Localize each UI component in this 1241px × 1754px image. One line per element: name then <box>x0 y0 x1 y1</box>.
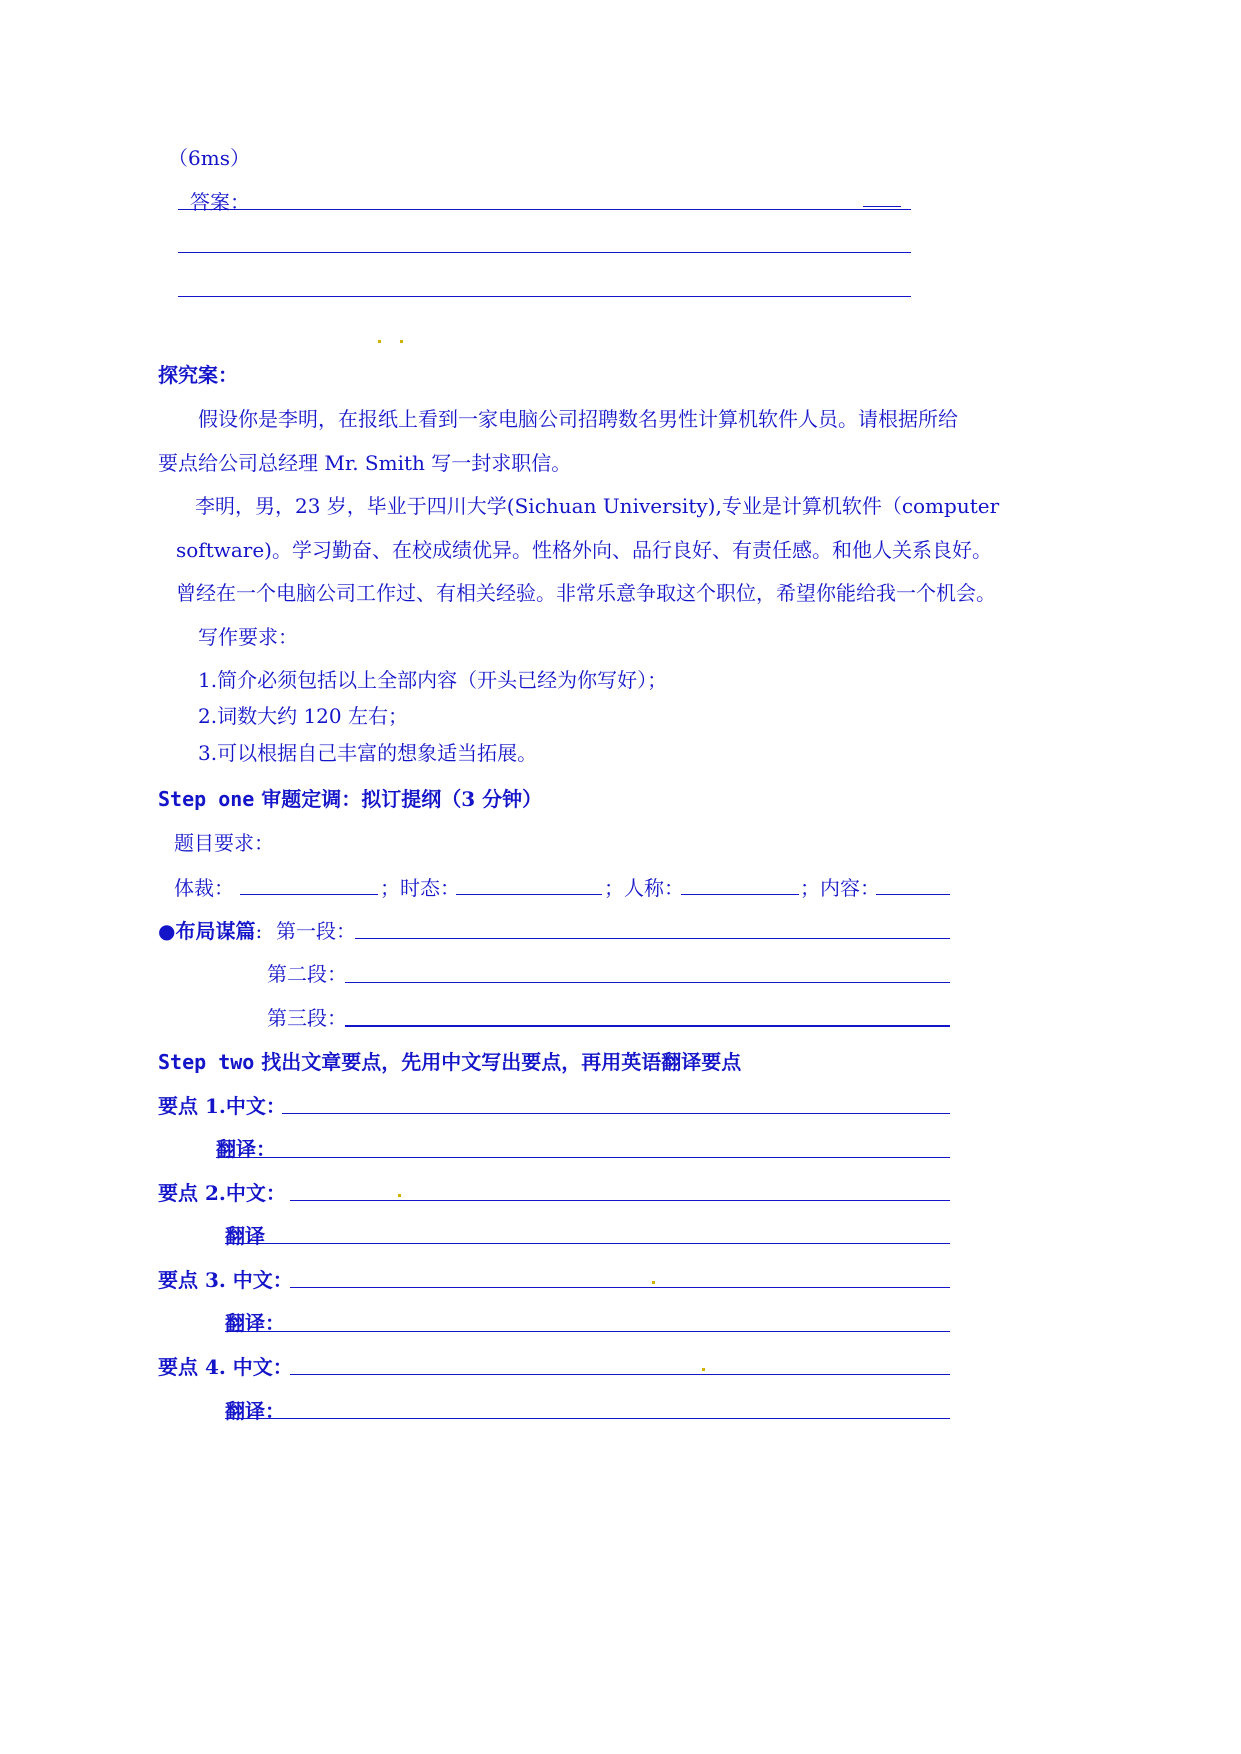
answer-line-2[interactable] <box>178 252 911 253</box>
answer-line-1[interactable] <box>178 209 911 210</box>
info-line: 李明，男，23 岁，毕业于四川大学(Sichuan University),专业是计算机软件（computer <box>195 494 1000 518</box>
para3-label: 第三段： <box>267 1006 347 1030</box>
explore-heading: 探究案： <box>158 363 238 387</box>
time-note: （6ms） <box>168 146 250 170</box>
stray-dot <box>702 1368 705 1371</box>
translation-1-label: 翻译： <box>216 1137 276 1161</box>
stray-dot <box>398 1194 401 1197</box>
genre-field[interactable] <box>240 894 378 895</box>
point-2-field[interactable] <box>290 1200 950 1201</box>
para1-field[interactable] <box>355 938 950 939</box>
translation-2-field[interactable] <box>225 1243 950 1244</box>
info-line: 曾经在一个电脑公司工作过、有相关经验。非常乐意争取这个职位，希望你能给我一个机会。 <box>176 581 996 605</box>
para2-label: 第二段： <box>267 962 347 986</box>
tense-field[interactable] <box>456 894 602 895</box>
translation-1-field[interactable] <box>216 1157 950 1158</box>
point-3-label: 要点 3. 中文： <box>158 1268 293 1292</box>
point-1-label: 要点 1.中文： <box>158 1094 286 1118</box>
point-4-field[interactable] <box>290 1374 950 1375</box>
step-one-heading <box>158 787 542 811</box>
para3-field[interactable] <box>345 1025 950 1027</box>
stray-dot <box>652 1281 655 1284</box>
point-2-label: 要点 2.中文： <box>158 1181 286 1205</box>
tense-label: ；时态： <box>380 876 460 900</box>
prompt-line: 要点给公司总经理 Mr. Smith 写一封求职信。 <box>158 451 572 475</box>
content-label: ；内容： <box>800 876 880 900</box>
content-field[interactable] <box>876 894 950 895</box>
step-one-title: 审题定调：拟订提纲（3 分钟） <box>261 787 543 811</box>
prompt-line: 假设你是李明，在报纸上看到一家电脑公司招聘数名男性计算机软件人员。请根据所给 <box>198 407 958 431</box>
person-label: ；人称： <box>604 876 684 900</box>
point-1-field[interactable] <box>282 1113 950 1114</box>
translation-4-label: 翻译： <box>225 1399 285 1423</box>
answer-line-short <box>863 206 901 207</box>
answer-line-3[interactable] <box>178 296 911 297</box>
stray-dot <box>378 340 381 343</box>
para1-label: 第一段： <box>276 919 356 943</box>
step-two-label: Step two <box>158 1050 255 1074</box>
topic-requirements: 题目要求： <box>174 831 274 855</box>
para2-field[interactable] <box>345 982 950 983</box>
step-one-label: Step one <box>158 787 255 811</box>
genre-label: 体裁： <box>174 876 234 900</box>
translation-2-label: 翻译 <box>225 1224 265 1248</box>
info-line: software)。学习勤奋、在校成绩优异。性格外向、品行良好、有责任感。和他人关系良好。 <box>176 538 992 562</box>
translation-3-label: 翻译： <box>225 1311 285 1335</box>
layout-row <box>158 919 262 943</box>
requirement-item: 1.简介必须包括以上全部内容（开头已经为你写好）； <box>198 668 668 692</box>
person-field[interactable] <box>681 894 799 895</box>
answer-label: 答案： <box>190 190 250 214</box>
stray-dot <box>400 340 403 343</box>
requirement-item: 2.词数大约 120 左右； <box>198 704 408 728</box>
point-4-label: 要点 4. 中文： <box>158 1355 293 1379</box>
layout-label: ●布局谋篇 <box>158 919 256 943</box>
translation-3-field[interactable] <box>225 1331 950 1332</box>
point-3-field[interactable] <box>290 1287 950 1288</box>
layout-colon: : <box>255 919 263 943</box>
step-two-title: 找出文章要点，先用中文写出要点，再用英语翻译要点 <box>261 1050 742 1074</box>
requirements-title: 写作要求： <box>198 625 298 649</box>
requirement-item: 3.可以根据自己丰富的想象适当拓展。 <box>198 741 538 765</box>
step-two-heading <box>158 1050 741 1074</box>
translation-4-field[interactable] <box>225 1418 950 1419</box>
